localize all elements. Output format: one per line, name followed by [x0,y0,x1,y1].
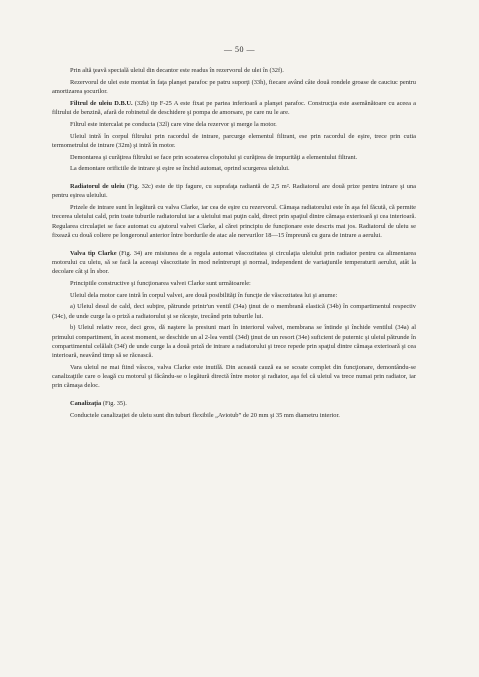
section-heading: Filtrul de uleiu D.B.U. [70,99,133,107]
paragraph-text: (Fig. 34) are misiunea de a regula automat văscozitatea şi circulaţia uleiului prin radiator pentru ca alimentarea motorului cu uleiu, să se facă la aceeaşi văscozitate în mod neîntrerupt şi normal, independent de variaţiunile temperaturii aerului, atât la decolare cât şi în sbor. [52,249,416,275]
section-heading: Valva tip Clarke [70,249,117,257]
paragraph [52,66,416,75]
section-paragraph [52,99,416,117]
section-heading: Canalizaţia [70,400,102,407]
paragraph-text: Uleiul intră în corpul filtrului prin racordul de intrare, parcurge elementul filtrant, ese prin racordul de eşire, trece prin cutia termometrului de intrare (32m) şi intră în motor. [52,132,416,149]
paragraph [52,164,416,173]
paragraph-text: Uleiul dela motor care intră în corpul valvei, are două posibilităţi în funcţie de văscozitatea lui şi anume: [70,291,338,299]
paragraph [52,203,416,240]
paragraph-text: a) Uleiul desul de cald, deci subţire, pătrunde printr'un ventil (34a) ţinut de o membrană elastică (34b) în compartimentul respectiv (34c), de unde curge la o priză a radiatorului şi se răceşte, trecând prin tuburile lui. [52,303,416,320]
paragraph [52,363,416,391]
paragraph [52,153,416,162]
paragraph-text: Demontarea şi curăţirea filtrului se face prin scoaterea clopotului şi curăţirea de impurităţi a elementului filtrant. [70,153,358,161]
section-paragraph [52,182,416,200]
paragraph-text: (32b) tip F-25 A este fixat pe partea inferioară a planşei parafoc. Construcţia este asemănătoare cu aceea a filtrului de benzină, afară de robinetul de deschidere şi pompa de amorsare, pe care nu le are. [52,99,416,116]
section-paragraph [52,399,416,408]
section-paragraph [52,249,416,277]
paragraph-text: Principiile constructive şi funcţionarea valvei Clarke sunt următoarele: [70,279,251,287]
paragraph-text: (Fig. 32c) este de tip fagure, cu suprafaţa radiantă de 2,5 m². Radiatorul are două prize pentru intrare şi una pentru eşirea uleiului. [52,183,416,200]
paragraph-text: Conductele canalizaţiei de uleiu sunt din tuburi flexibile „Aviotub” de 20 mm şi 35 mm diametru interior. [70,411,340,419]
paragraph [52,132,416,150]
paragraph [52,302,416,320]
document-body [52,66,416,423]
paragraph-text: Rezervorul de ulei este montat în faţa planşei parafoc pe patru suporţi (33h), fiecare având câte două rondele groase de cauciuc pentru amortizarea şocurilor. [52,78,416,95]
paragraph [52,291,416,300]
section-heading: Radiatorul de uleiu [70,183,125,191]
paragraph [52,120,416,129]
paragraph [52,411,416,420]
paragraph-text: La demontare orificiile de intrare şi eşire se închid automat, oprind scurgerea uleiului. [70,165,290,173]
paragraph [52,78,416,96]
paragraph-text: Vara uleiul ne mai fiind vâscos, valva Clarke este inutilă. Din această cauză ea se scoate complet din funcţionare, demontându-se canalizaţiile care o leagă cu motorul şi făcându-se o legătură directă între motor şi radiator, aşa fel că uleiul va trece numai prin radiator, iar prin cămaşa deloc. [52,363,416,390]
paragraph-text: Prin altă ţeavă specială uleiul din decantor este readus în rezervorul de ulei în (32f). [70,67,284,74]
page-number: — 50 — [224,45,255,54]
paragraph [52,323,416,360]
paragraph-text: b) Uleiul relativ rece, deci gros, dă naştere la presiuni mari în interiorul valvei, membrana se întinde şi închide ventilul (34a) al primului compartiment, în acest moment, se deschide un al 2-lea ventil (34d) ţinut de un resort (34e) suficient de puternic şi uleiul pătrunde în compartimentul celălalt (34f) de unde curge la a două priză de intrare a radiatorului şi trece repede prin spaţiul dintre cămaşa exterioară şi cea interioară, neavând timp să se răcească. [52,324,416,359]
paragraph [52,279,416,288]
paragraph-text: Prizele de intrare sunt în legătură cu valva Clarke, iar cea de eşire cu rezervorul. Cămaşa radiatorului este în aşa fel făcută, că permite trecerea uleiului cald, prin toate tuburile radiatorului iar a uleiului mai puţin cald, direct prin spaţiul dintre cămaşa exterioară şi cea interioară. Regularea circulaţiei se face automat cu ajutorul valvei Clarke, al cărei principiu de funcţionare este descris mai jos. Radiatorul de uleiu se fixează cu două coliere pe longeronul anterior între bordurile de atac ale nervurilor 18—15 împreună cu gura de intrare a aerului. [52,204,416,239]
paragraph-text: (Fig. 35). [101,400,127,407]
paragraph-text: Filtrul este intercalat pe conducta (32l) care vine dela rezervor şi merge la motor. [70,120,277,128]
